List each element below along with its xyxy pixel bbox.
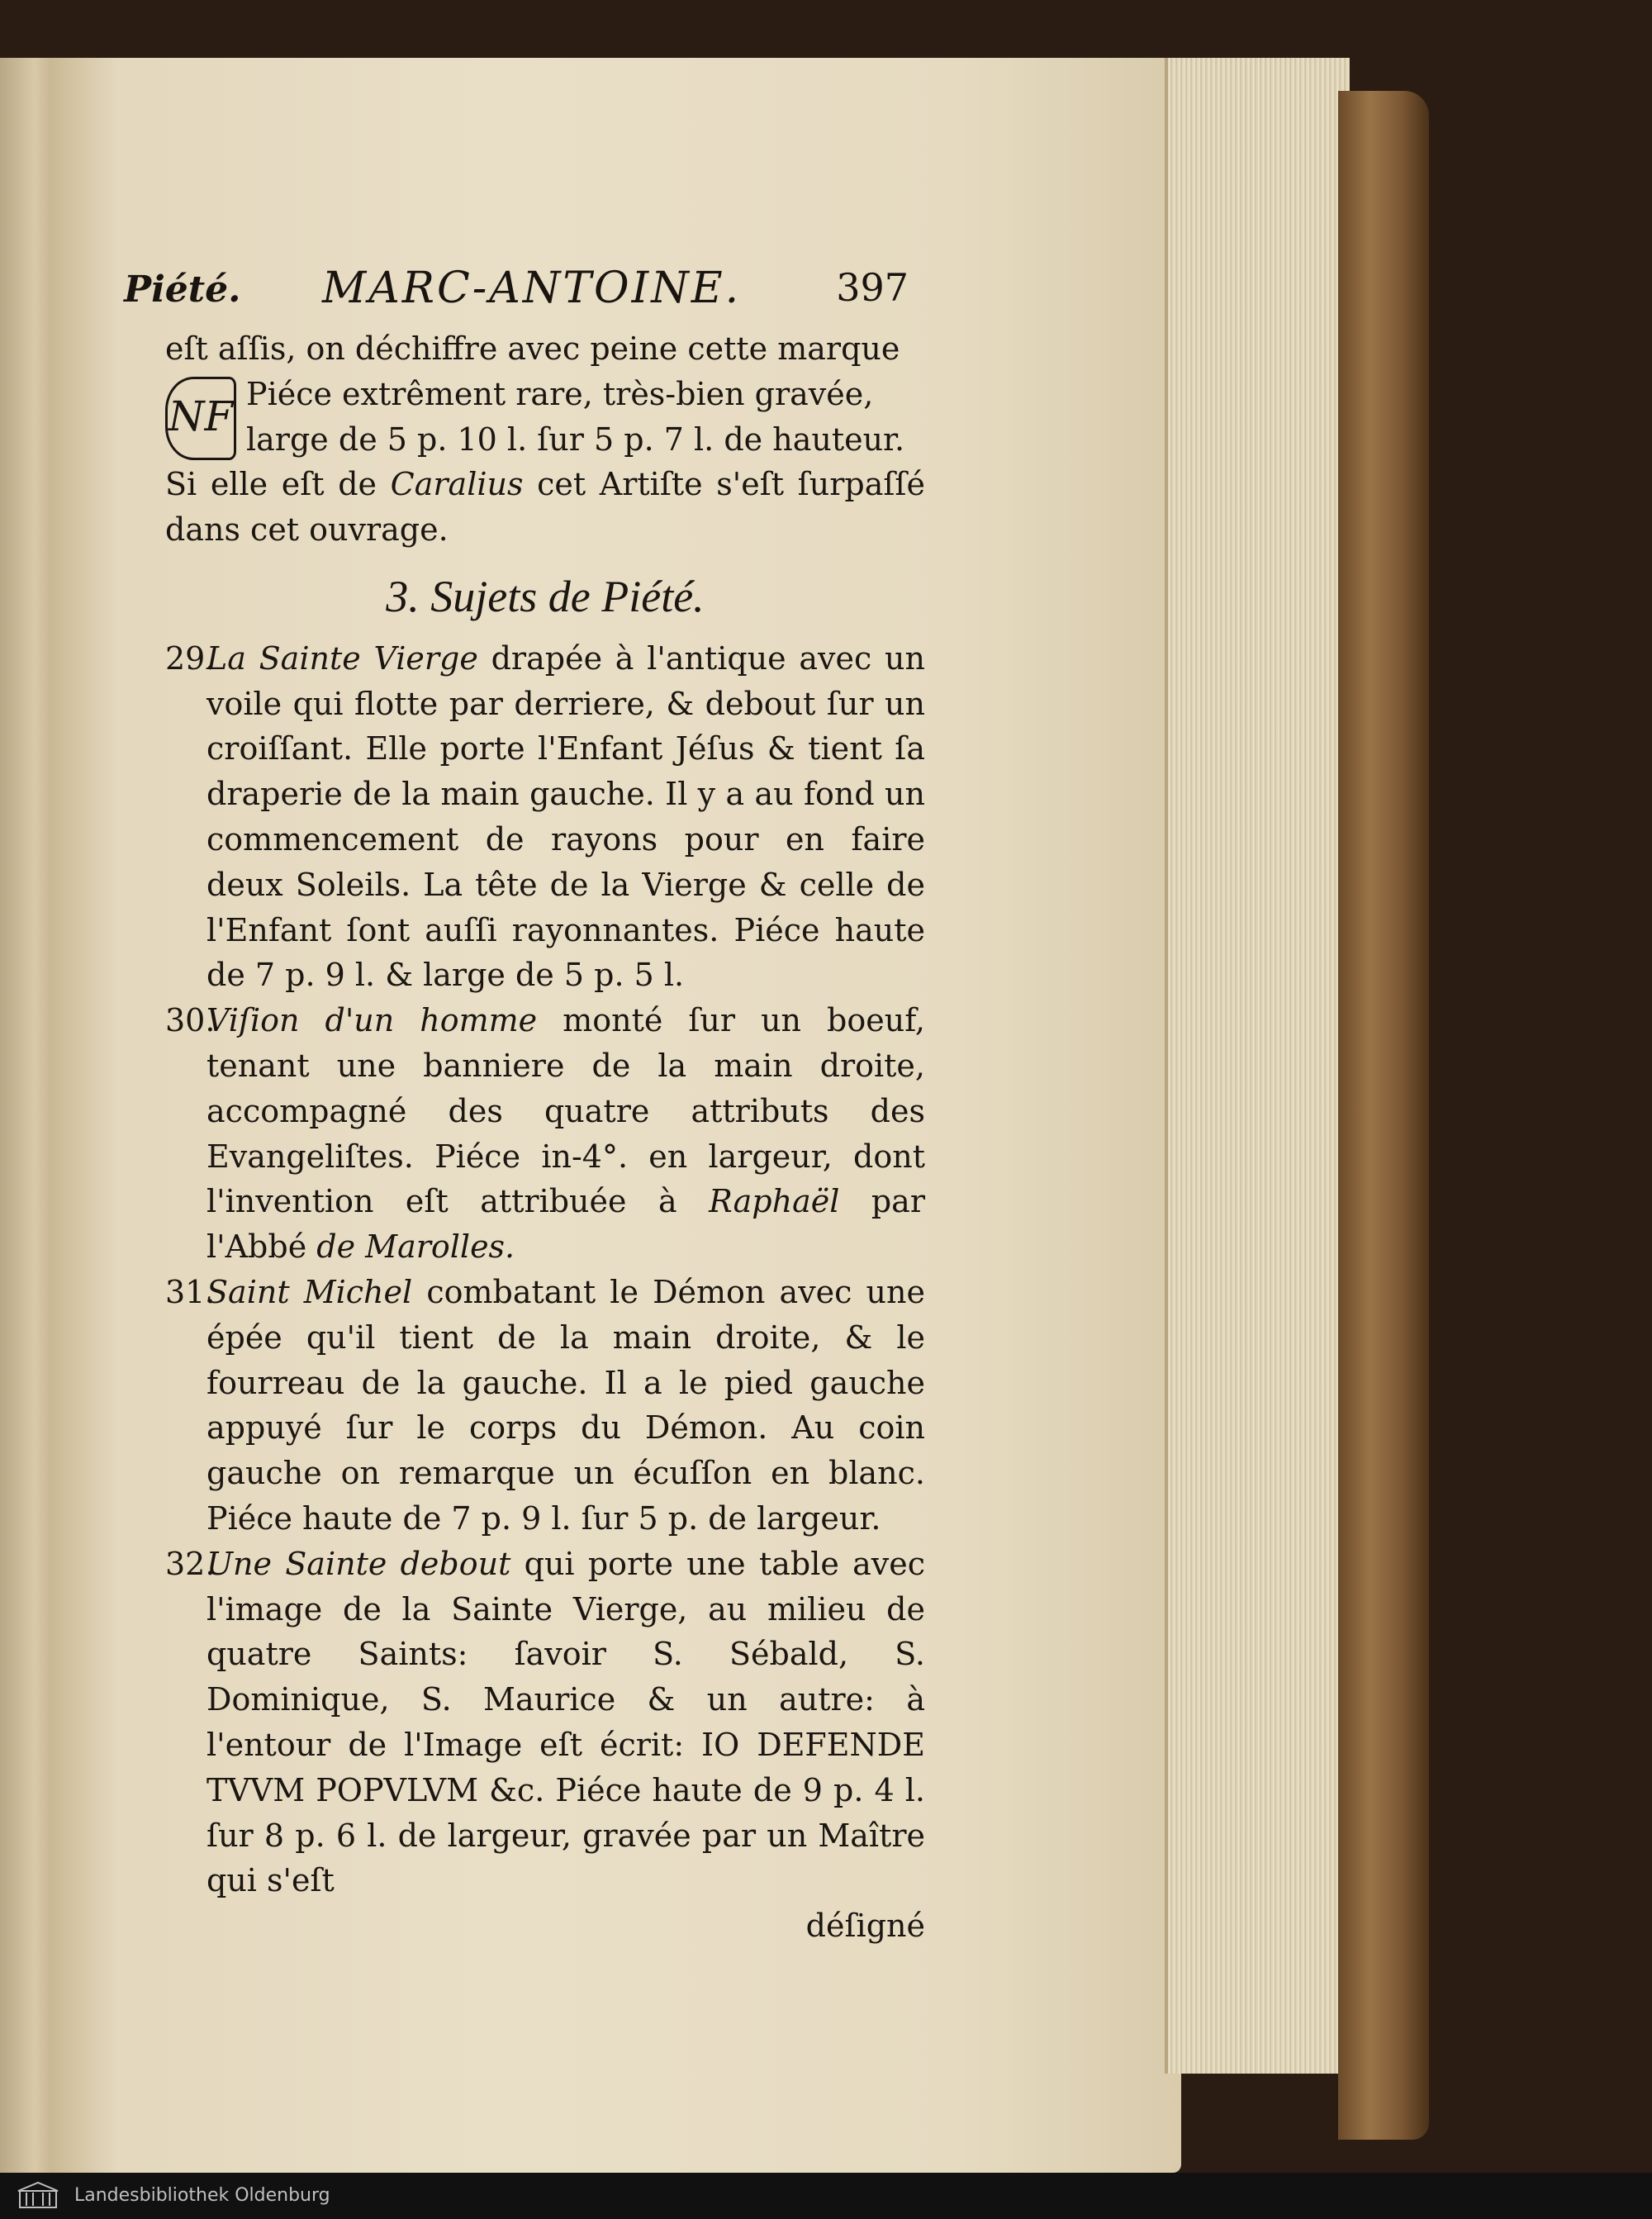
monogram-text-1: Piéce extrêment rare, très-bien gravée, [246,375,874,412]
entry-title: Viſion d'un homme [206,1002,538,1039]
catchword: déſigné [805,1908,925,1945]
header-title: MARC-ANTOINE. [322,264,742,313]
section-title: 3. Sujets de Piété. [386,571,705,621]
running-header [124,260,909,318]
header-section: Piété. [124,268,241,311]
entry-31: 31.Saint Michel combatant le Démon avec une épée qu'il tient de la main droite, & le fourreau de la gauche. Il a le pied gauche appuyé ſur le corps du Démon. Au coin gauche on remarque un écuſſon en blanc. Piéce haute de 7 p. 9 l. ſur 5 p. de largeur. [165,1273,925,1537]
entry-30: 30.Viſion d'un homme monté ſur un boeuf, tenant une banniere de la main droite, accompagné des quatre attributs des Evangeliſtes. Piéce in-4°. en largeur, dont l'invention eſt attribuée à Raphaël par l'Abbé de Marolles. [165,1002,925,1266]
library-building-icon [15,2181,61,2211]
entry-29: 29.La Sainte Vierge drapée à l'antique avec un voile qui flotte par derriere, & debout ſur un croiſſant. Elle porte l'Enfant Jéſus & tient ſa draperie de la main gauche. Il y a au fond un commencement de rayons pour en faire deux Soleils. La tête de la Vierge & celle de l'Enfant ſont auſſi rayonnantes. Piéce haute de 7 p. 9 l. & large de 5 p. 5 l. [165,639,925,994]
entry-32: 32.Une Sainte debout qui porte une table avec l'image de la Sainte Vierge, au milieu de quatre Saints: ſavoir S. Sébald, S. Dominique, S. Maurice & un autre: à l'entour de l'Image eſt écrit: IO DEFENDE TVVM POPVLVM &c. Piéce haute de 9 p. 4 l. ſur 8 p. 6 l. de largeur, gravée par un Maître qui s'eſt [165,1545,925,1899]
artist-name: Caralius [390,466,524,503]
page-text [165,326,925,1949]
monogram-block [165,372,925,463]
monogram-text-2: large de 5 p. 10 l. ſur 5 p. 7 l. de hauteur. [246,421,905,458]
footer-bar [0,2173,1652,2219]
artist-monogram-icon: NF [165,377,236,460]
entry-title: Une Sainte debout [206,1545,511,1582]
intro-conclusion: Si elle eſt de Caralius cet Artiſte s'eſt ſurpaſſé dans cet ouvrage. [165,466,925,549]
entry-title: La Sainte Vierge [206,639,478,677]
intro-line: eſt aſſis, on déchiffre avec peine cette marque [165,330,900,367]
page-number: 397 [836,265,909,310]
entry-title: Saint Michel [206,1273,413,1310]
library-name: Landesbibliothek Oldenburg [74,2185,330,2206]
page-block-edges [1165,58,1350,2074]
book-cover [1338,91,1429,2140]
